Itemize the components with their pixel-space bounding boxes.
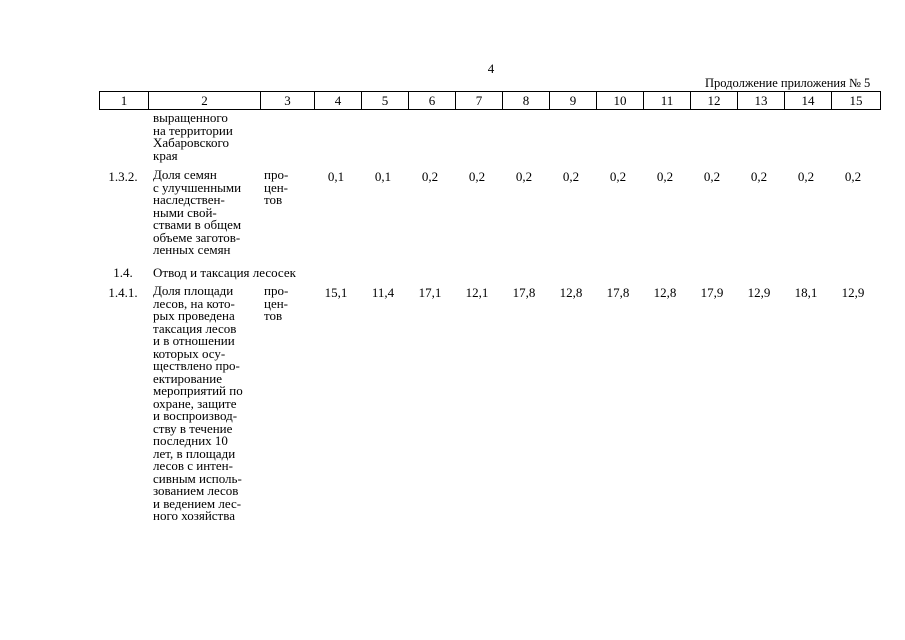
row-value: 17,9 — [700, 285, 724, 300]
header-col: 5 — [362, 92, 409, 110]
row-value: 0,2 — [750, 169, 768, 184]
row-value: 0,1 — [374, 169, 392, 184]
header-col: 10 — [597, 92, 644, 110]
row-value: 18,1 — [794, 285, 818, 300]
row-value: 12,8 — [559, 285, 583, 300]
header-col: 1 — [100, 92, 149, 110]
row-unit: про- цен- тов — [264, 283, 289, 323]
row-code: 1.3.2. — [108, 169, 138, 184]
row-unit: про- цен- тов — [264, 167, 289, 207]
row-value: 12,1 — [465, 285, 489, 300]
row-value: 0,2 — [844, 169, 862, 184]
row-value: 12,9 — [747, 285, 771, 300]
row-value: 17,1 — [418, 285, 442, 300]
header-col: 14 — [785, 92, 832, 110]
page-number: 4 — [487, 61, 495, 76]
row-value: 17,8 — [512, 285, 536, 300]
section-title: Отвод и таксация лесосек — [153, 265, 296, 280]
row-code: 1.4. — [113, 265, 133, 280]
row-code: 1.4.1. — [108, 285, 138, 300]
row-value: 17,8 — [606, 285, 630, 300]
row-value: 0,2 — [703, 169, 721, 184]
header-col: 3 — [261, 92, 315, 110]
row-value: 0,2 — [468, 169, 486, 184]
column-number-header — [99, 91, 881, 110]
header-col: 2 — [149, 92, 261, 110]
row-value: 12,9 — [841, 285, 865, 300]
continuation-note: Продолжение приложения № 5 — [705, 76, 871, 90]
header-col: 8 — [503, 92, 550, 110]
header-col: 15 — [832, 92, 881, 110]
row-description: Доля площади лесов, на кото- рых проведена таксация лесов и в отношении которых осу- ществлено про- ектирование мероприятий по охране, защите и воспроизвод- ству в течение последних 10 лет, в площади лесов с интен- сивным исполь- зованием лесов и ведением лес- ного хозяйства — [153, 283, 243, 523]
row-value: 0,2 — [656, 169, 674, 184]
row-value: 11,4 — [371, 285, 395, 300]
header-col: 12 — [691, 92, 738, 110]
row-value: 0,2 — [421, 169, 439, 184]
header-col: 4 — [315, 92, 362, 110]
row-description: Доля семян с улучшенными наследствен- ными свой- ствами в общем объеме заготов- ленных семян — [153, 167, 242, 257]
row-value: 15,1 — [324, 285, 348, 300]
header-col: 9 — [550, 92, 597, 110]
header-col: 7 — [456, 92, 503, 110]
row-value: 0,2 — [797, 169, 815, 184]
header-col: 13 — [738, 92, 785, 110]
header-col: 6 — [409, 92, 456, 110]
row-value: 0,2 — [562, 169, 580, 184]
row-value: 12,8 — [653, 285, 677, 300]
header-col: 11 — [644, 92, 691, 110]
row-value: 0,1 — [327, 169, 345, 184]
row-description: выращенного на территории Хабаровского края — [153, 110, 233, 163]
row-value: 0,2 — [515, 169, 533, 184]
row-value: 0,2 — [609, 169, 627, 184]
